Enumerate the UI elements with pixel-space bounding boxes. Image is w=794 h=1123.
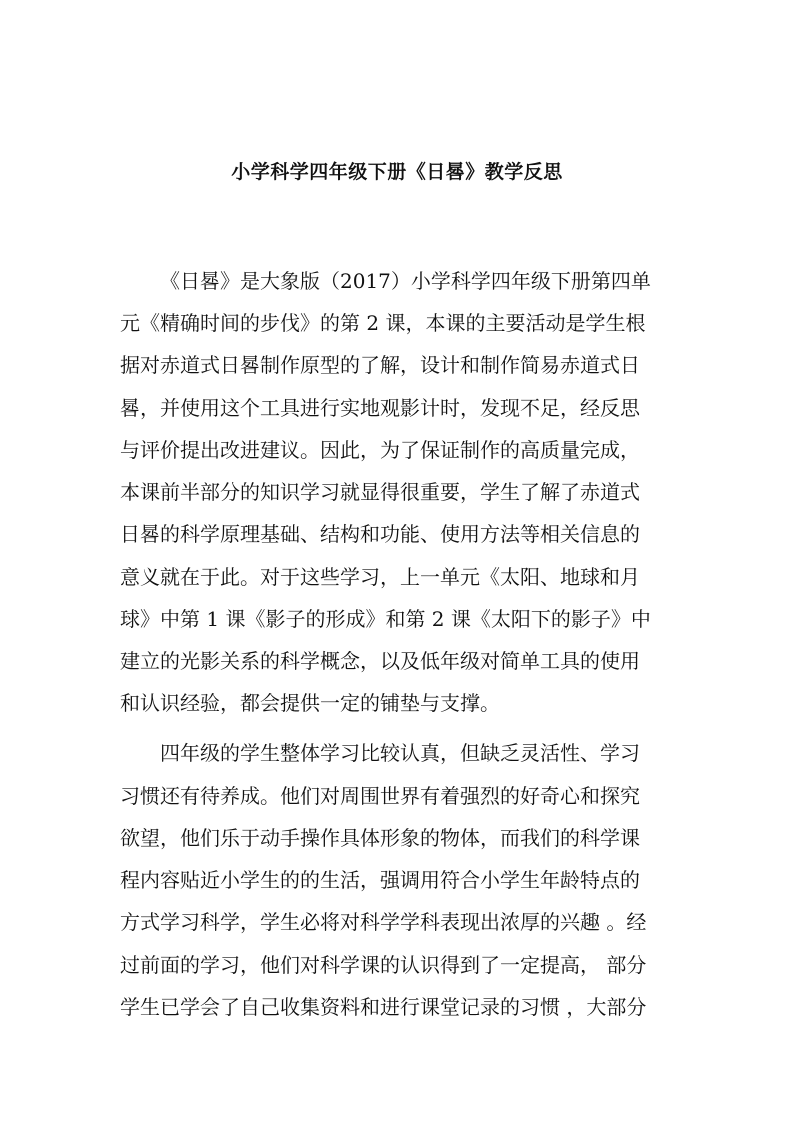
paragraph-2-line-2: 习惯还有待养成。他们对周围世界有着强烈的好奇心和探究 bbox=[120, 784, 640, 808]
paragraph-1-line-3: 据对赤道式日晷制作原型的了解，设计和制作简易赤道式日 bbox=[120, 353, 640, 377]
paragraph-2-line-6: 过前面的学习，他们对科学课的认识得到了一定提高， 部分 bbox=[120, 953, 647, 977]
paragraph-2-line-5: 方式学习科学，学生必将对科学学科表现出浓厚的兴趣 。经 bbox=[120, 910, 647, 934]
document-title: 小学科学四年级下册《日晷》教学反思 bbox=[231, 161, 563, 183]
paragraph-1-line-10: 建立的光影关系的科学概念，以及低年级对简单工具的使用 bbox=[120, 649, 640, 673]
paragraph-1-line-7: 日晷的科学原理基础、结构和功能、使用方法等相关信息的 bbox=[120, 522, 640, 546]
paragraph-1-line-11: 和认识经验，都会提供一定的铺垫与支撑。 bbox=[120, 691, 500, 715]
paragraph-1-line-9: 球》中第 1 课《影子的形成》和第 2 课《太阳下的影子》中 bbox=[120, 607, 651, 631]
paragraph-1-line-1: 《日晷》是大象版（2017）小学科学四年级下册第四单 bbox=[160, 269, 651, 293]
paragraph-1-line-4: 晷，并使用这个工具进行实地观影计时，发现不足，经反思 bbox=[120, 396, 640, 420]
paragraph-1-line-2: 元《精确时间的步伐》的第 2 课，本课的主要活动是学生根 bbox=[120, 311, 646, 335]
paragraph-2-line-4: 程内容贴近小学生的的生活，强调用符合小学生年龄特点的 bbox=[120, 868, 640, 892]
paragraph-2-line-3: 欲望，他们乐于动手操作具体形象的物体，而我们的科学课 bbox=[120, 826, 640, 850]
paragraph-1-line-5: 与评价提出改进建议。因此，为了保证制作的高质量完成， bbox=[120, 438, 640, 462]
paragraph-1-line-8: 意义就在于此。对于这些学习，上一单元《太阳、地球和月 bbox=[120, 565, 640, 589]
paragraph-1-line-6: 本课前半部分的知识学习就显得很重要，学生了解了赤道式 bbox=[120, 480, 640, 504]
paragraph-2-line-1: 四年级的学生整体学习比较认真，但缺乏灵活性、学习 bbox=[160, 741, 640, 765]
paragraph-2-line-7: 学生已学会了自己收集资料和进行课堂记录的习惯 ，大部分 bbox=[120, 995, 647, 1019]
